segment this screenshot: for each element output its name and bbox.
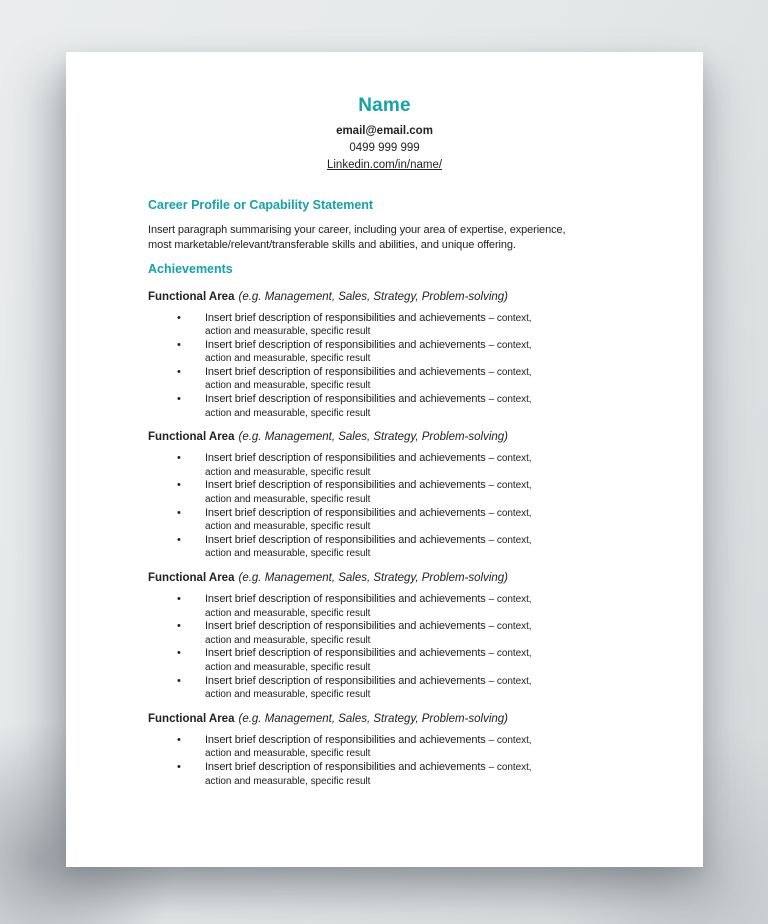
functional-area-section [148, 571, 663, 702]
bullet-item [148, 479, 663, 506]
bullet-item [148, 507, 663, 534]
functional-area-title: Functional Area [148, 712, 235, 725]
bullet-icon: • [177, 365, 181, 378]
bullet-item [148, 734, 663, 761]
contact-header [66, 52, 703, 173]
bullet-line-2: action and measurable, specific result [205, 634, 371, 646]
bullet-line-1-tail: – context, [488, 339, 532, 351]
bullet-line-1: Insert brief description of responsibilities and achievements [205, 733, 486, 746]
bullet-item [148, 339, 663, 366]
bullet-item [148, 393, 663, 420]
bullet-line-1: Insert brief description of responsibilities and achievements [205, 647, 486, 660]
bullet-item [148, 647, 663, 674]
bullet-text [205, 393, 663, 420]
bullet-text [205, 761, 663, 788]
bullet-line-1: Insert brief description of responsibilities and achievements [205, 620, 486, 633]
bullet-line-2: action and measurable, specific result [205, 353, 371, 365]
bullet-icon: • [177, 533, 181, 546]
bullet-icon: • [177, 452, 181, 465]
career-profile-heading: Career Profile or Capability Statement [148, 197, 374, 212]
paragraph-line: Insert paragraph summarising your career, including your area of expertise, experience, [148, 223, 566, 236]
bullet-item [148, 593, 663, 620]
email-text: email@email.com [336, 125, 433, 137]
functional-area-heading [148, 430, 663, 444]
bullet-line-1: Insert brief description of responsibilities and achievements [205, 311, 486, 324]
bullet-text [205, 452, 663, 479]
bullet-icon: • [177, 647, 181, 660]
bullet-line-1: Insert brief description of responsibilities and achievements [205, 365, 486, 378]
bullet-icon: • [177, 506, 181, 519]
functional-area-subtitle: (e.g. Management, Sales, Strategy, Problem-solving) [238, 572, 509, 584]
bullet-line-2: action and measurable, specific result [205, 326, 371, 338]
functional-area-title: Functional Area [148, 431, 235, 444]
bullet-icon: • [177, 479, 181, 492]
bullet-icon: • [177, 393, 181, 406]
bullet-line-1-tail: – context, [488, 761, 532, 773]
bullet-line-2: action and measurable, specific result [205, 689, 371, 701]
bullet-line-1: Insert brief description of responsibilities and achievements [205, 506, 486, 519]
bullet-line-1-tail: – context, [488, 507, 532, 519]
bullet-line-1-tail: – context, [488, 453, 532, 465]
bullet-item [148, 761, 663, 788]
bullet-text [205, 366, 663, 393]
bullet-text [205, 507, 663, 534]
functional-area-title: Functional Area [148, 572, 235, 584]
bullet-line-1-tail: – context, [488, 594, 532, 605]
bullet-line-1-tail: – context, [488, 648, 532, 660]
phone-text: 0499 999 999 [349, 141, 420, 154]
functional-area-subtitle: (e.g. Management, Sales, Strategy, Problem-solving) [238, 290, 509, 303]
bullet-line-1: Insert brief description of responsibilities and achievements [205, 393, 486, 406]
bullet-icon: • [177, 733, 181, 746]
bullet-line-1-tail: – context, [488, 480, 532, 492]
bullet-text [205, 620, 663, 647]
resume-page [66, 52, 703, 867]
career-profile-paragraph [148, 223, 663, 253]
bullet-icon: • [177, 760, 181, 773]
functional-area-subtitle: (e.g. Management, Sales, Strategy, Problem-solving) [238, 712, 509, 725]
bullet-line-1-tail: – context, [488, 394, 532, 406]
functional-area-title: Functional Area [148, 290, 235, 303]
bullet-text [205, 593, 663, 620]
bullet-text [205, 312, 663, 339]
bullet-icon: • [177, 674, 181, 687]
bullet-text [205, 479, 663, 506]
bullet-icon: • [177, 620, 181, 633]
bullet-icon: • [177, 593, 181, 605]
bullet-text [205, 734, 663, 761]
bullet-line-1: Insert brief description of responsibilities and achievements [205, 533, 486, 546]
functional-area-section [148, 712, 663, 788]
bullet-line-1: Insert brief description of responsibilities and achievements [205, 674, 486, 687]
bullet-line-1: Insert brief description of responsibilities and achievements [205, 760, 486, 773]
bullet-line-2: action and measurable, specific result [205, 661, 371, 673]
bullet-line-2: action and measurable, specific result [205, 407, 371, 419]
bullet-line-1: Insert brief description of responsibilities and achievements [205, 479, 486, 492]
bullet-text [205, 339, 663, 366]
functional-area-heading [148, 571, 663, 585]
bullet-text [205, 534, 663, 561]
bullet-text [205, 647, 663, 674]
bullet-line-1-tail: – context, [488, 366, 532, 378]
bullet-line-1-tail: – context, [488, 675, 532, 687]
bullet-line-1: Insert brief description of responsibilities and achievements [205, 338, 486, 351]
bullet-item [148, 452, 663, 479]
bullet-item [148, 312, 663, 339]
bullet-line-1-tail: – context, [488, 621, 532, 633]
bullet-list [148, 734, 663, 788]
functional-area-section [148, 430, 663, 561]
bullet-line-2: action and measurable, specific result [205, 775, 371, 787]
achievements-heading: Achievements [148, 261, 233, 276]
bullet-icon: • [177, 311, 181, 324]
bullet-line-1-tail: – context, [488, 534, 532, 546]
functional-area-subtitle: (e.g. Management, Sales, Strategy, Problem-solving) [238, 431, 509, 444]
bullet-item [148, 675, 663, 702]
functional-area-heading [148, 290, 663, 304]
bullet-list [148, 312, 663, 421]
bullet-text [205, 675, 663, 702]
bullet-line-1-tail: – context, [488, 734, 532, 746]
bullet-list [148, 452, 663, 561]
bullet-line-2: action and measurable, specific result [205, 748, 371, 760]
bullet-line-2: action and measurable, specific result [205, 494, 371, 506]
bullet-line-1: Insert brief description of responsibilities and achievements [205, 593, 486, 605]
bullet-line-2: action and measurable, specific result [205, 466, 371, 478]
bullet-line-1-tail: – context, [488, 312, 532, 324]
linkedin-link[interactable]: Linkedin.com/in/name/ [326, 158, 443, 171]
bullet-item [148, 534, 663, 561]
bullet-icon: • [177, 338, 181, 351]
bullet-line-2: action and measurable, specific result [205, 521, 371, 533]
bullet-line-1: Insert brief description of responsibilities and achievements [205, 452, 486, 465]
bullet-list [148, 593, 663, 702]
page-title: Name [358, 95, 411, 116]
paragraph-line: most marketable/relevant/transferable skills and abilities, and unique offering. [148, 238, 516, 251]
resume-body [66, 198, 703, 789]
bullet-line-2: action and measurable, specific result [205, 607, 371, 619]
functional-area-heading [148, 712, 663, 726]
bullet-line-2: action and measurable, specific result [205, 548, 371, 560]
bullet-item [148, 620, 663, 647]
bullet-line-2: action and measurable, specific result [205, 380, 371, 392]
bullet-item [148, 366, 663, 393]
functional-area-section [148, 290, 663, 421]
